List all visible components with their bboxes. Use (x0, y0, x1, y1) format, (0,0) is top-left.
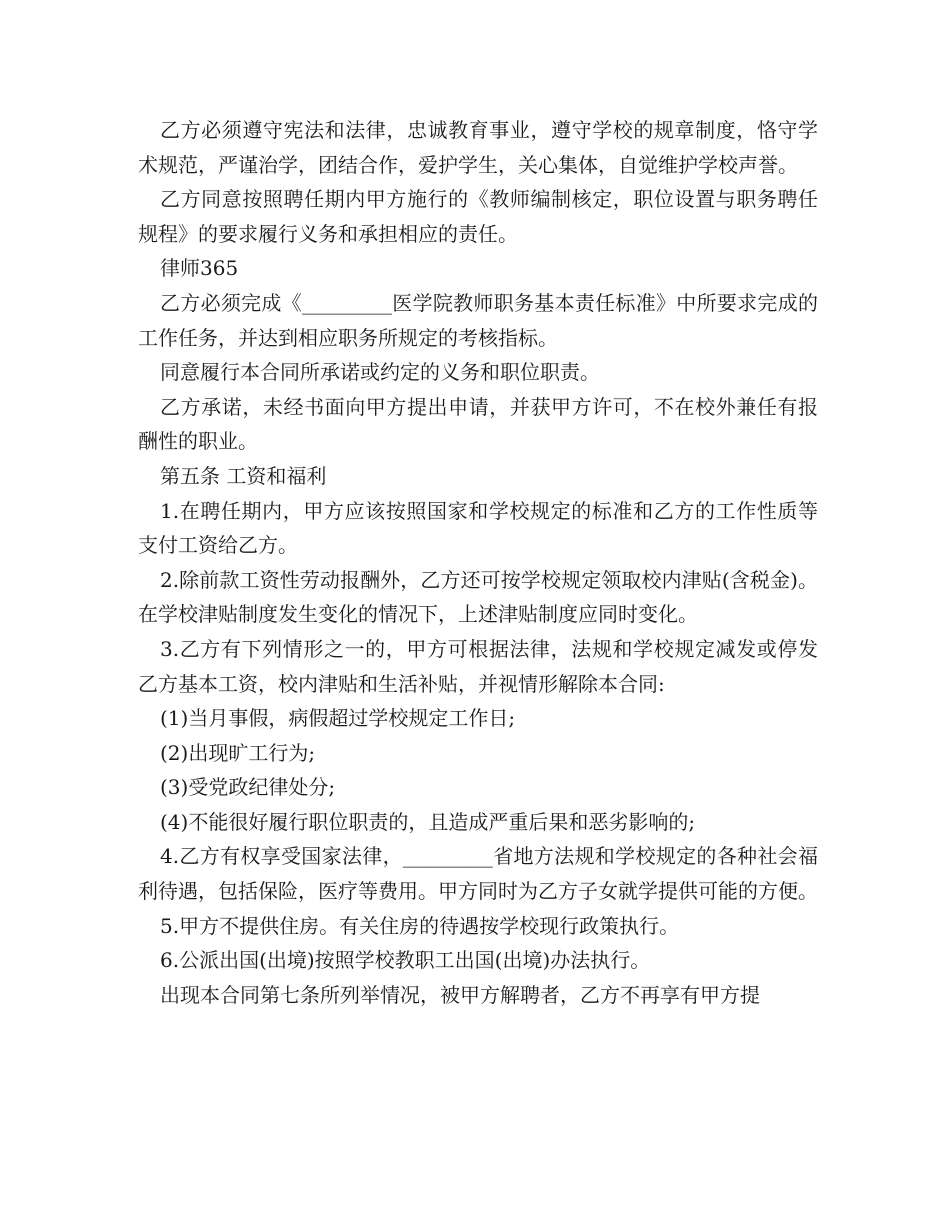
paragraph-item-2: 2.除前款工资性劳动报酬外，乙方还可按学校规定领取校内津贴(含税金)。在学校津贴制度发生变化的情况下，上述津贴制度应同时变化。 (138, 567, 818, 627)
paragraph-item-4: 4.乙方有权享受国家法律，_________省地方法规和学校规定的各种社会福利待遇，包括保险，医疗等费用。甲方同时为乙方子女就学提供可能的方便。 (138, 844, 818, 904)
paragraph-subitem-2: (2)出现旷工行为; (160, 740, 316, 765)
paragraph-item-1: 1.在聘任期内，甲方应该按照国家和学校规定的标准和乙方的工作性质等支付工资给乙方。 (138, 498, 818, 558)
paragraph-obligations: 乙方必须遵守宪法和法律，忠诚教育事业，遵守学校的规章制度，恪守学术规范，严谨治学，团结合作，爱护学生，关心集体，自觉维护学校声誉。 (138, 118, 818, 177)
paragraph-subitem-3: (3)受党政纪律处分; (160, 775, 336, 800)
paragraph-subitem-1: (1)当月事假，病假超过学校规定工作日; (160, 706, 516, 731)
section-heading-article-5: 第五条 工资和福利 (160, 463, 327, 488)
paragraph-item-5: 5.甲方不提供住房。有关住房的待遇按学校现行政策执行。 (160, 913, 680, 938)
paragraph-subitem-4: (4)不能很好履行职位职责的，且造成严重后果和恶劣影响的; (160, 809, 696, 834)
paragraph-watermark-text: 律师365 (160, 256, 239, 281)
paragraph-consent: 同意履行本合同所承诺或约定的义务和职位职责。 (160, 360, 600, 385)
paragraph-dismissal: 出现本合同第七条所列举情况，被甲方解聘者，乙方不再享有甲方提 (160, 982, 760, 1007)
document-body (138, 113, 818, 1012)
paragraph-no-outside-job: 乙方承诺，未经书面向甲方提出申请，并获甲方许可，不在校外兼任有报酬性的职业。 (138, 394, 818, 454)
paragraph-agreement: 乙方同意按照聘任期内甲方施行的《教师编制核定，职位设置与职务聘任规程》的要求履行义务和承担相应的责任。 (138, 187, 818, 246)
paragraph-item-6: 6.公派出国(出境)按照学校教职工出国(出境)办法执行。 (160, 948, 651, 973)
paragraph-item-3: 3.乙方有下列情形之一的，甲方可根据法律，法规和学校规定减发或停发乙方基本工资，校内津贴和生活补贴，并视情形解除本合同: (138, 636, 818, 696)
paragraph-duties: 乙方必须完成《_________医学院教师职务基本责任标准》中所要求完成的工作任务，并达到相应职务所规定的考核指标。 (138, 290, 818, 350)
